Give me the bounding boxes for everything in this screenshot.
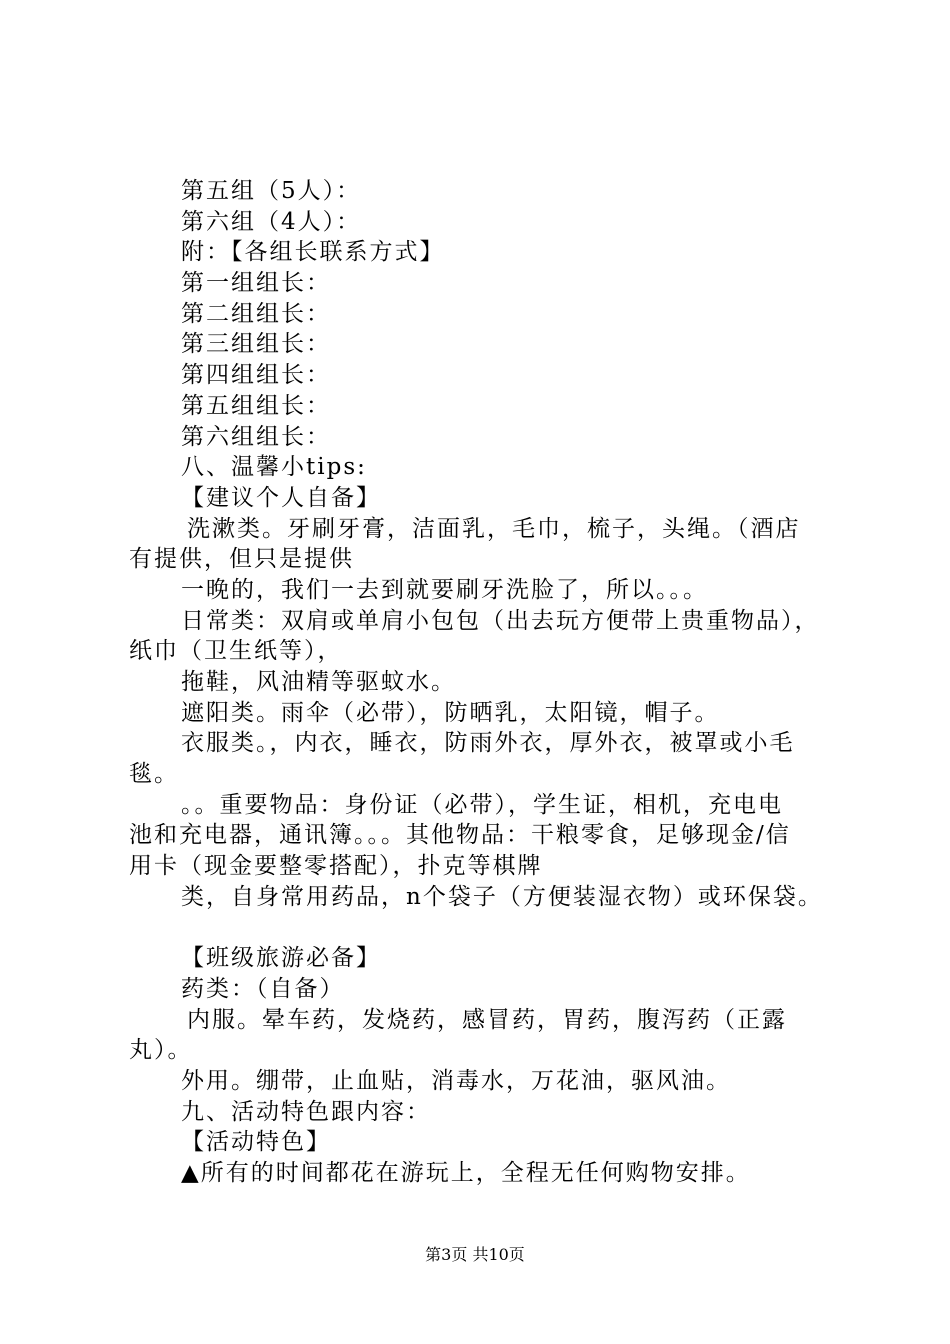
text-line: 池和充电器，通讯簿。。。其他物品：干粮零食，足够现金/信 (129, 822, 791, 849)
text-line: 第五组（5人）： (181, 178, 362, 204)
text-line: 遮阳类。雨伞（必带），防晒乳，太阳镜，帽子。 (181, 699, 720, 726)
text-line: 第六组（4人）： (181, 208, 362, 235)
text-line: 第六组组长： (181, 423, 331, 450)
text-line: 第三组组长： (181, 331, 331, 358)
text-line: 洗漱类。牙刷牙膏，洁面乳，毛巾，梳子，头绳。（酒店 (187, 515, 801, 542)
text-line: 第四组组长： (181, 362, 331, 389)
page-number-footer: 第3页 共10页 (425, 1245, 525, 1264)
text-line: 第一组组长： (181, 270, 331, 297)
blank-line (129, 913, 849, 944)
section-heading: 九、活动特色跟内容： (181, 1098, 431, 1125)
text-line: 有提供，但只是提供 (129, 546, 354, 573)
text-line: 丸）。 (129, 1037, 193, 1064)
document-body (129, 176, 849, 1189)
text-line: 拖鞋，风油精等驱蚊水。 (181, 669, 456, 695)
text-line: 日常类：双肩或单肩小包包（出去玩方便带上贵重物品）， (181, 607, 820, 634)
text-line: 一晚的，我们一去到就要刷牙洗脸了，所以。。。 (181, 576, 708, 603)
text-line: 纸巾（卫生纸等）， (129, 638, 343, 665)
text-line: 用卡（现金要整零搭配），扑克等棋牌 (129, 853, 543, 880)
section-heading: 【班级旅游必备】 (181, 945, 381, 972)
text-line: 。。重要物品：身份证（必带），学生证，相机，充电电 (181, 791, 783, 818)
text-line: 第二组组长： (181, 300, 331, 327)
text-line: 第五组组长： (181, 392, 331, 419)
text-line: 类，自身常用药品，n个袋子（方便装湿衣物）或环保袋。 (181, 883, 823, 910)
section-heading: 【活动特色】 (181, 1129, 331, 1156)
text-line: ▲所有的时间都花在游玩上，全程无任何购物安排。 (181, 1160, 751, 1186)
section-heading: 【建议个人自备】 (181, 484, 381, 511)
section-heading: 八、温馨小tips: (181, 454, 367, 481)
text-line: 内服。晕车药，发烧药，感冒药，胃药，腹泻药（正露 (187, 1006, 787, 1033)
section-heading: 附：【各组长联系方式】 (181, 239, 445, 266)
text-line: 药类：（自备） (181, 975, 345, 1002)
text-line: 外用。绷带，止血贴，消毒水，万花油，驱风油。 (181, 1067, 731, 1094)
text-line: 毯。 (129, 761, 179, 788)
text-line: 衣服类。，内衣，睡衣，防雨外衣，厚外衣，被罩或小毛 (181, 730, 795, 757)
